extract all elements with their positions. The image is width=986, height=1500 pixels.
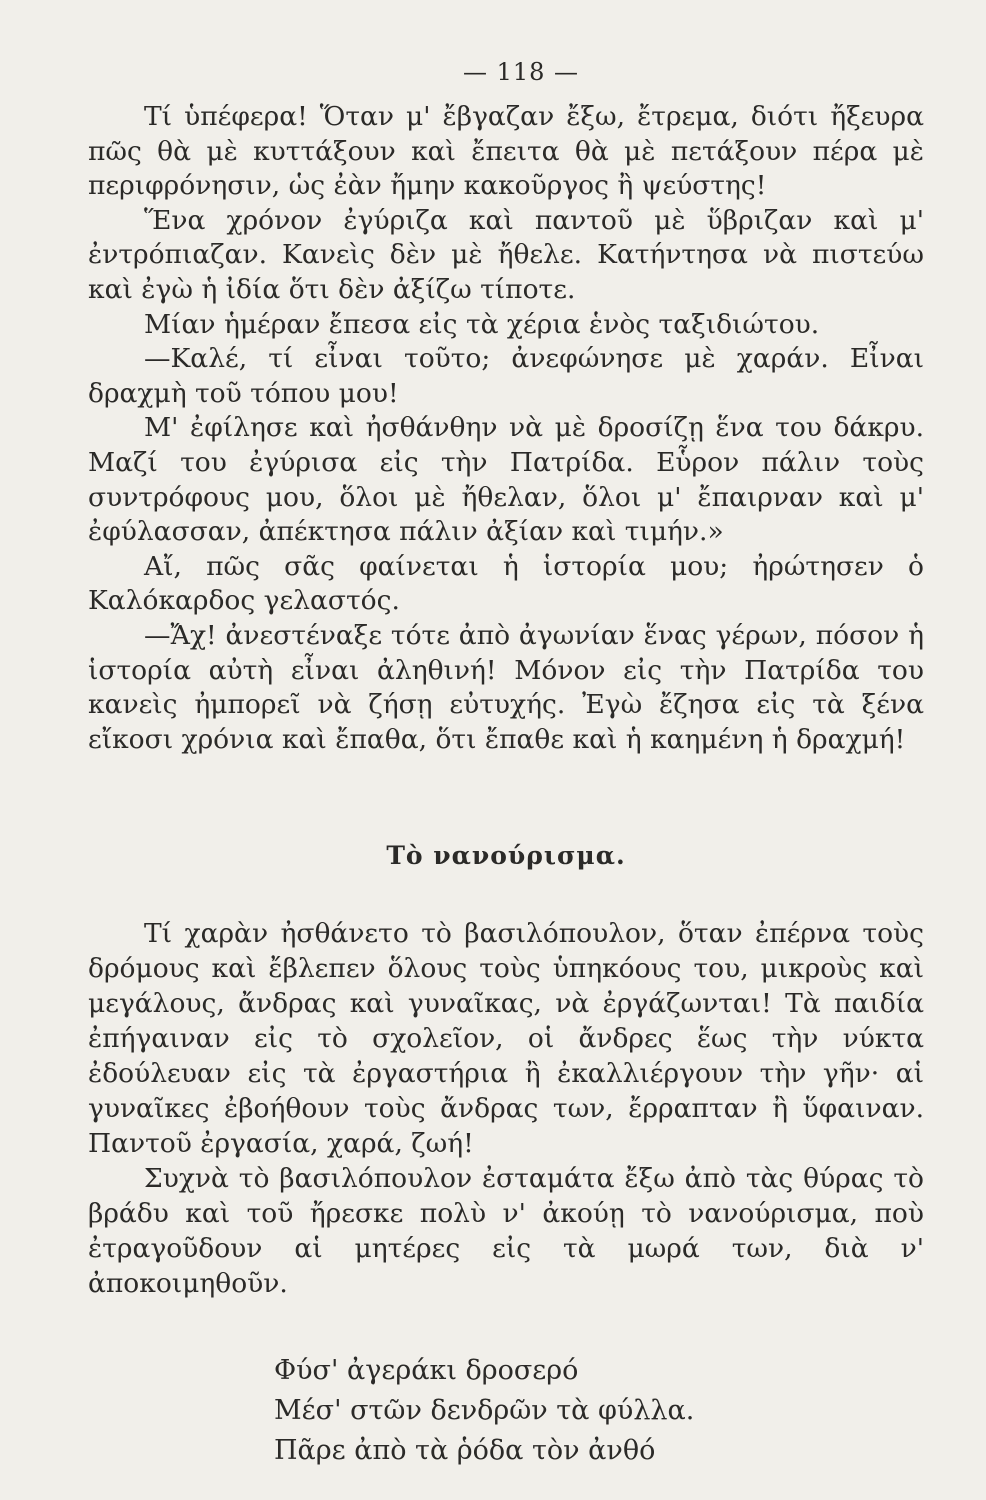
poem-line: Πᾶρε ἀπὸ τὰ ῥόδα τὸν ἀνθό xyxy=(274,1435,656,1467)
poem xyxy=(88,1351,924,1471)
paragraph: Αἴ, πῶς σᾶς φαίνεται ἡ ἱστορία μου; ἠρώτησεν ὁ Καλόκαρδος γελαστός. xyxy=(88,550,924,617)
paragraph: Συχνὰ τὸ βασιλόπουλον ἐσταμάτα ἔξω ἀπὸ τὰς θύρας τὸ βράδυ καὶ τοῦ ἤρεσκε πολὺ ν' ἀκούῃ τὸ νανούρισμα, ποὺ ἐτραγοῦδουν αἱ μητέρες εἰς τὰ μωρά των, διὰ ν' ἀποκοιμηθοῦν. xyxy=(88,1163,924,1300)
paragraph: —Καλέ, τί εἶναι τοῦτο; ἀνεφώνησε μὲ χαράν. Εἶναι δραχμὴ τοῦ τόπου μου! xyxy=(88,343,924,409)
paragraph: Μίαν ἡμέραν ἔπεσα εἰς τὰ χέρια ἑνὸς ταξιδιώτου. xyxy=(144,308,820,340)
story-text xyxy=(88,100,924,757)
section-title: Τὸ νανούρισμα. xyxy=(386,841,626,871)
paragraph: Ἕνα χρόνον ἐγύριζα καὶ παντοῦ μὲ ὕβριζαν καὶ μ' ἐντρόπιαζαν. Κανεὶς δὲν μὲ ἤθελε. Κατήντησα νὰ πιστεύω καὶ ἐγὼ ἡ ἰδία ὅτι δὲν ἀξίζω τίποτε. xyxy=(88,204,924,305)
paragraph: Μ' ἐφίλησε καὶ ἠσθάνθην νὰ μὲ δροσίζῃ ἕνα του δάκρυ. Μαζί του ἐγύρισα εἰς τὴν Πατρίδα. Εὗρον πάλιν τοὺς συντρόφους μου, ὅλοι μὲ ἤθελαν, ὅλοι μ' ἔπαιρναν καὶ μ' ἐφύλασσαν, ἀπέκτησα πάλιν ἀξίαν καὶ τιμήν.» xyxy=(88,412,924,548)
page-number: — 118 — xyxy=(462,58,580,86)
paragraph: Τί χαρὰν ἠσθάνετο τὸ βασιλόπουλον, ὅταν ἐπέρνα τοὺς δρόμους καὶ ἔβλεπεν ὅλους τοὺς ὑπηκόους του, μικροὺς καὶ μεγάλους, ἄνδρας καὶ γυναῖκας, νὰ ἐργάζωνται! Τὰ παιδία ἐπήγαιναν εἰς τὸ σχολεῖον, οἱ ἄνδρες ἕως τὴν νύκτα ἐδούλευαν εἰς τὰ ἐργαστήρια ἢ ἐκαλλιέργουν τὴν γῆν· αἱ γυναῖκες ἐβοήθουν τοὺς ἄνδρας των, ἔρραπταν ἢ ὕφαιναν. Παντοῦ ἐργασία, χαρά, ζωή! xyxy=(88,918,924,1160)
section-text xyxy=(88,916,924,1301)
paragraph: Τί ὑπέφερα! Ὅταν μ' ἔβγαζαν ἔξω, ἔτρεμα, διότι ἤξευρα πῶς θὰ μὲ κυττάξουν καὶ ἔπειτα θὰ μὲ πετάξουν πέρα μὲ περιφρόνησιν, ὡς ἐὰν ἤμην κακοῦργος ἢ ψεύστης! xyxy=(88,101,924,202)
poem-line: Φύσ' ἀγεράκι δροσερό xyxy=(274,1355,579,1387)
poem-line: Μέσ' στῶν δενδρῶν τὰ φύλλα. xyxy=(274,1395,695,1427)
paragraph: —Ἄχ! ἀνεστέναξε τότε ἀπὸ ἀγωνίαν ἕνας γέρων, πόσον ἡ ἱστορία αὐτὴ εἶναι ἀληθινή! Μόνον εἰς τὴν Πατρίδα του κανεὶς ἠμπορεῖ νὰ ζήσῃ εὐτυχής. Ἐγὼ ἔζησα εἰς τὰ ξένα εἴκοσι χρόνια καὶ ἔπαθα, ὅτι ἔπαθε καὶ ἡ καημένη ἡ δραχμή! xyxy=(88,619,924,755)
